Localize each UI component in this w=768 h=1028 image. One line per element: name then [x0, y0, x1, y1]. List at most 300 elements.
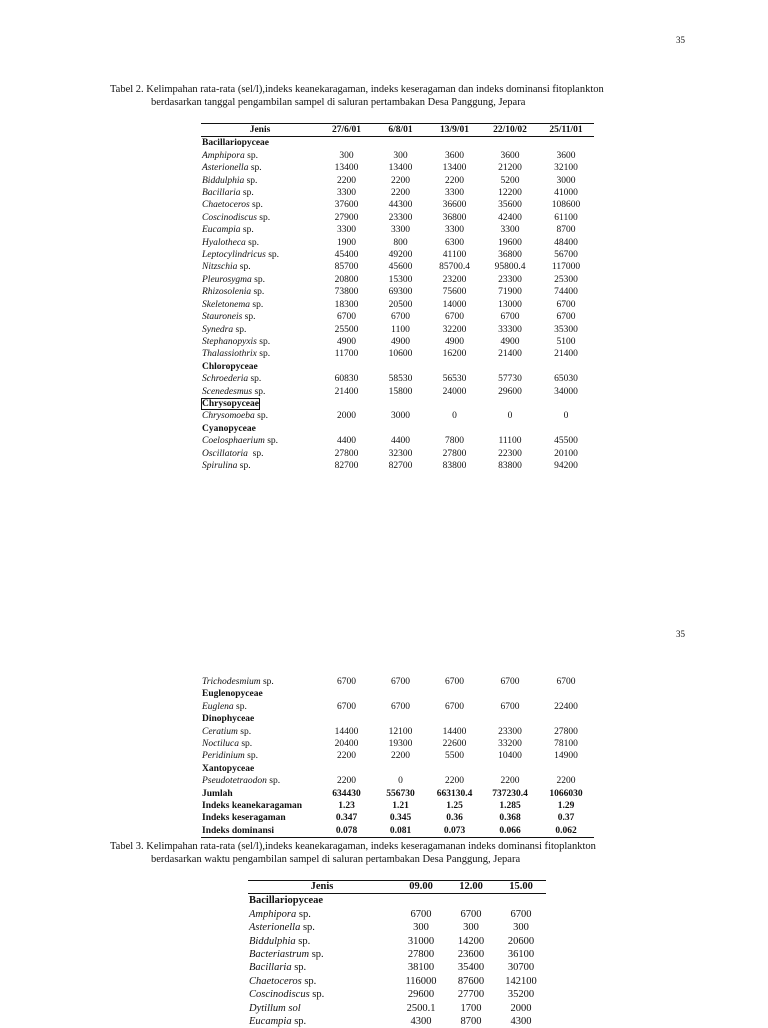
- species-name-cell: [201, 701, 319, 713]
- species-suffix: sp.: [239, 262, 251, 273]
- species-name-cell: [201, 448, 319, 460]
- genus-name: Chaetoceros: [202, 200, 250, 211]
- genus-name: Chrysomoeba: [202, 411, 255, 422]
- group-row: [201, 688, 594, 700]
- genus-name: Scenedesmus: [202, 386, 253, 397]
- species-suffix: sp.: [252, 299, 264, 310]
- species-row: [201, 187, 594, 199]
- value-cell: 0.347: [335, 813, 358, 824]
- value-cell: 4900: [500, 336, 520, 347]
- value-cell: 21400: [498, 349, 522, 360]
- species-suffix: sp.: [254, 386, 266, 397]
- species-suffix: sp.: [294, 962, 307, 974]
- value-cell: 300: [393, 150, 408, 161]
- value-cell: 6700: [391, 677, 410, 687]
- species-suffix: sp.: [235, 324, 247, 335]
- value-cell: 13000: [498, 299, 522, 310]
- genus-name: Eucampia: [249, 1016, 292, 1028]
- species-name-cell: [201, 286, 319, 298]
- value-cell: 4400: [337, 436, 356, 447]
- group-row: [201, 423, 594, 435]
- value-cell: 31000: [407, 935, 435, 947]
- value-cell: 2200: [391, 751, 410, 762]
- value-cell: 6700: [391, 701, 410, 712]
- table2-header-col: 13/9/01: [427, 124, 482, 137]
- value-cell: 1.25: [446, 801, 463, 812]
- group-cell: [248, 894, 546, 908]
- genus-name: Bacteriastrum: [249, 949, 310, 961]
- value-cell: 0.078: [335, 825, 358, 836]
- value-cell: 58530: [388, 374, 413, 385]
- genus-name: Trichodesmium: [202, 677, 261, 687]
- value-cell: 3000: [556, 175, 576, 186]
- species-suffix: sp.: [247, 751, 258, 762]
- species-suffix: sp.: [250, 374, 262, 385]
- value-cell: 78100: [554, 739, 578, 750]
- species-name-cell: [201, 162, 319, 174]
- species-row: [201, 162, 594, 174]
- species-suffix: sp.: [248, 237, 259, 248]
- species-row: [201, 311, 594, 323]
- value-cell: 14400: [442, 726, 467, 737]
- value-cell: 83800: [498, 460, 522, 471]
- value-cell: 22400: [554, 701, 578, 712]
- group-cell: [201, 361, 594, 373]
- genus-name: Eucampia: [202, 225, 241, 236]
- summary-row: [201, 788, 594, 800]
- value-cell: 19600: [498, 237, 522, 248]
- value-cell: 75600: [442, 287, 467, 298]
- species-name-cell: [201, 311, 319, 323]
- species-row: [201, 286, 594, 298]
- species-name-cell: [201, 187, 319, 199]
- value-cell: 6700: [337, 701, 356, 712]
- species-row: [248, 935, 546, 948]
- value-cell: 300: [513, 922, 529, 934]
- species-name-cell: [248, 975, 396, 988]
- value-cell: 1700: [460, 1002, 482, 1014]
- value-cell: 36800: [498, 250, 522, 261]
- species-row: [201, 324, 594, 336]
- table3-header-row: [248, 881, 546, 894]
- table3-header-jenis: Jenis: [248, 881, 396, 894]
- value-cell: 27800: [554, 726, 578, 737]
- value-cell: 16200: [442, 349, 467, 360]
- table2-caption-line1: Tabel 2. Kelimpahan rata-rata (sel/l),indeks keanekaragaman, indeks keseragaman dan indeks dominansi fitoplankton: [110, 84, 604, 95]
- value-cell: 10600: [388, 349, 413, 360]
- group-cell: [201, 688, 594, 700]
- species-name-cell: [248, 921, 396, 934]
- species-suffix: sp.: [252, 200, 263, 211]
- species-row: [201, 150, 594, 162]
- value-cell: 65030: [554, 374, 578, 385]
- value-cell: 2200: [391, 188, 410, 199]
- value-cell: 57730: [498, 374, 522, 385]
- species-suffix: sp.: [312, 989, 325, 1001]
- value-cell: 94200: [554, 460, 578, 471]
- value-cell: 36800: [442, 212, 467, 223]
- value-cell: 21400: [334, 386, 359, 397]
- species-suffix: sp.: [304, 975, 317, 987]
- value-cell: 85700: [334, 262, 359, 273]
- value-cell: 116000: [405, 975, 437, 987]
- species-name-cell: [201, 738, 319, 750]
- species-row: [201, 224, 594, 236]
- value-cell: 2200: [391, 175, 410, 186]
- value-cell: 24000: [442, 386, 467, 397]
- value-cell: 6300: [445, 237, 464, 248]
- species-row: [201, 726, 594, 738]
- value-cell: 33200: [498, 739, 522, 750]
- species-suffix: sp.: [298, 908, 311, 920]
- value-cell: 45400: [334, 250, 359, 261]
- value-cell: 3300: [337, 188, 356, 199]
- table3-header-col: 15.00: [496, 881, 546, 894]
- group-name: Bacillariopyceae: [249, 895, 324, 907]
- table2-header-col: 6/8/01: [374, 124, 427, 137]
- value-cell: 2200: [337, 776, 356, 787]
- value-cell: 0.345: [389, 813, 412, 824]
- value-cell: 22600: [442, 739, 467, 750]
- value-cell: 6700: [500, 677, 520, 687]
- species-row: [201, 299, 594, 311]
- group-cell: [201, 423, 594, 435]
- species-suffix: sp.: [302, 922, 315, 934]
- value-cell: 6700: [460, 908, 482, 920]
- value-cell: 3300: [500, 225, 520, 236]
- value-cell: 0.36: [446, 813, 463, 824]
- value-cell: 83800: [442, 460, 467, 471]
- genus-name: Euglena: [202, 701, 234, 712]
- value-cell: 0.066: [499, 825, 521, 836]
- species-suffix: sp.: [242, 225, 254, 236]
- species-suffix: sp.: [259, 212, 271, 223]
- species-name-cell: [201, 825, 319, 838]
- genus-name: Pleurosygma: [202, 274, 252, 285]
- species-row: [201, 261, 594, 273]
- value-cell: 7800: [445, 436, 464, 447]
- value-cell: 3300: [445, 225, 464, 236]
- value-cell: 0: [507, 411, 513, 422]
- value-cell: 1.23: [338, 801, 355, 812]
- summary-label: Indeks keanekaragaman: [202, 801, 303, 812]
- value-cell: 36600: [442, 200, 467, 211]
- species-name-cell: [201, 237, 319, 249]
- species-name-cell: [201, 224, 319, 236]
- species-row: [201, 448, 594, 460]
- value-cell: 300: [463, 922, 479, 934]
- value-cell: 1.29: [557, 801, 575, 812]
- table3-body: [248, 894, 546, 1028]
- value-cell: 4400: [391, 436, 410, 447]
- species-suffix: sp.: [268, 250, 280, 261]
- species-suffix: sp.: [240, 726, 252, 737]
- genus-name: Amphipora: [249, 908, 297, 920]
- value-cell: 3600: [445, 150, 464, 161]
- value-cell: 4900: [391, 336, 410, 347]
- value-cell: 11700: [334, 349, 359, 360]
- genus-name: Coscinodiscus: [249, 989, 310, 1001]
- species-row: [248, 1015, 546, 1028]
- value-cell: 85700.4: [439, 262, 470, 273]
- species-name-cell: [248, 948, 396, 961]
- value-cell: 13400: [334, 163, 359, 174]
- group-row: [201, 398, 594, 410]
- value-cell: 4300: [510, 1016, 532, 1028]
- value-cell: 3300: [337, 225, 356, 236]
- value-cell: 45500: [554, 436, 578, 447]
- value-cell: 2000: [510, 1002, 532, 1014]
- value-cell: 6700: [337, 312, 356, 323]
- value-cell: 0.081: [389, 825, 412, 836]
- value-cell: 35200: [507, 989, 535, 1001]
- value-cell: 41100: [442, 250, 467, 261]
- table2-header-row: [201, 124, 594, 137]
- species-row: [248, 975, 546, 988]
- species-name-cell: [201, 750, 319, 762]
- value-cell: 35400: [457, 962, 485, 974]
- value-cell: 4300: [410, 1016, 432, 1028]
- group-name: Xantopyceae: [202, 763, 255, 774]
- value-cell: 60830: [334, 374, 359, 385]
- value-cell: 2200: [500, 776, 520, 787]
- value-cell: 0.073: [443, 825, 466, 836]
- species-name-cell: [201, 373, 319, 385]
- value-cell: 95800.4: [494, 262, 526, 273]
- species-suffix: sp.: [254, 274, 265, 285]
- value-cell: 300: [413, 922, 429, 934]
- value-cell: 2500.1: [406, 1002, 436, 1014]
- value-cell: 23300: [388, 212, 413, 223]
- value-cell: 32300: [388, 448, 413, 459]
- page-number: 35: [676, 629, 685, 639]
- species-row: [201, 373, 594, 385]
- genus-name: Coscinodiscus: [202, 212, 257, 223]
- species-name-cell: [248, 961, 396, 974]
- species-row: [201, 750, 594, 762]
- value-cell: 21200: [498, 163, 522, 174]
- species-row: [201, 274, 594, 286]
- value-cell: 6700: [556, 299, 576, 310]
- value-cell: 14400: [334, 726, 359, 737]
- value-cell: 0: [563, 411, 569, 422]
- genus-name: Chaetoceros: [249, 975, 302, 987]
- species-suffix: sp.: [241, 739, 253, 750]
- value-cell: 0: [452, 411, 457, 422]
- value-cell: 1.285: [499, 801, 521, 812]
- species-suffix: sp.: [259, 349, 271, 360]
- species-name-cell: [201, 676, 319, 688]
- species-row: [248, 921, 546, 934]
- genus-name: Oscillatoria: [202, 448, 248, 459]
- value-cell: 30700: [507, 962, 535, 974]
- group-name: Chloropyceae: [202, 361, 258, 372]
- species-row: [201, 435, 594, 447]
- table2-continued: [201, 676, 594, 838]
- value-cell: 20800: [334, 274, 359, 285]
- value-cell: 3300: [391, 225, 410, 236]
- table2-header-col: 27/6/01: [319, 124, 374, 137]
- species-row: [201, 410, 594, 422]
- value-cell: 6700: [445, 312, 464, 323]
- summary-row: [201, 812, 594, 824]
- value-cell: 20600: [507, 935, 535, 947]
- species-suffix: sp.: [267, 436, 279, 447]
- value-cell: 6700: [556, 677, 576, 687]
- value-cell: 4900: [445, 336, 464, 347]
- value-cell: 34000: [554, 386, 578, 397]
- summary-row: [201, 825, 594, 838]
- species-name-cell: [201, 261, 319, 273]
- genus-name: Stephanopyxis: [202, 336, 257, 347]
- value-cell: 15800: [388, 386, 413, 397]
- summary-label: Indeks dominansi: [202, 825, 275, 836]
- species-suffix: sp.: [311, 949, 324, 961]
- value-cell: 18300: [334, 299, 359, 310]
- value-cell: 44300: [388, 200, 413, 211]
- species-name-cell: [201, 435, 319, 447]
- value-cell: 27800: [407, 949, 435, 961]
- page-number: 35: [676, 35, 685, 45]
- value-cell: 142100: [505, 975, 537, 987]
- summary-label: Indeks keseragaman: [202, 813, 286, 824]
- species-suffix: sp.: [239, 460, 251, 471]
- value-cell: 0.37: [557, 813, 575, 824]
- value-cell: 32100: [554, 163, 578, 174]
- value-cell: 27800: [334, 448, 359, 459]
- value-cell: 29600: [498, 386, 522, 397]
- species-suffix: sp.: [250, 448, 264, 459]
- table2-continued-body: [201, 676, 594, 838]
- value-cell: 23200: [442, 274, 467, 285]
- species-suffix: sp.: [298, 935, 311, 947]
- genus-name: Stauroneis: [202, 312, 243, 323]
- species-name-cell: [201, 324, 319, 336]
- species-row: [201, 212, 594, 224]
- genus-name: Rhizosolenia: [202, 287, 252, 298]
- species-name-cell: [201, 775, 319, 787]
- group-cell: [201, 398, 594, 410]
- species-row: [248, 988, 546, 1001]
- genus-name: Noctiluca: [202, 739, 239, 750]
- genus-name: Skeletonema: [202, 299, 251, 310]
- value-cell: 1.21: [392, 801, 409, 812]
- value-cell: 6700: [410, 908, 432, 920]
- genus-name: Spirulina: [202, 460, 238, 471]
- species-row: [248, 908, 546, 921]
- value-cell: 3600: [500, 150, 520, 161]
- table3-caption: [110, 840, 670, 866]
- genus-name: Asterionella: [249, 922, 301, 934]
- value-cell: 11100: [498, 436, 522, 447]
- table2-header-col: 25/11/01: [538, 124, 594, 137]
- species-name-cell: [201, 175, 319, 187]
- value-cell: 25500: [334, 324, 359, 335]
- species-row: [201, 386, 594, 398]
- group-cell: [201, 713, 594, 725]
- group-name: Bacillariopyceae: [202, 138, 270, 149]
- species-row: [201, 175, 594, 187]
- value-cell: 6700: [337, 677, 356, 687]
- value-cell: 634430: [332, 788, 361, 799]
- genus-name: Leptocylindricus: [202, 250, 266, 261]
- value-cell: 82700: [388, 460, 413, 471]
- value-cell: 3000: [391, 411, 410, 422]
- species-suffix: sp.: [262, 677, 274, 687]
- value-cell: 27700: [457, 989, 485, 1001]
- table2-caption: [110, 83, 670, 109]
- value-cell: 23300: [498, 726, 522, 737]
- value-cell: 8700: [556, 225, 576, 236]
- value-cell: 71900: [498, 287, 522, 298]
- species-name-cell: [201, 726, 319, 738]
- value-cell: 38100: [407, 962, 435, 974]
- value-cell: 13400: [388, 163, 413, 174]
- table2-header-col: 22/10/02: [482, 124, 538, 137]
- value-cell: 33300: [498, 324, 522, 335]
- group-name: Cyanopyceae: [202, 423, 256, 434]
- species-suffix: sp.: [236, 701, 247, 712]
- value-cell: 49200: [388, 250, 413, 261]
- species-row: [201, 249, 594, 261]
- value-cell: 2200: [445, 776, 464, 787]
- species-suffix: sp.: [247, 150, 258, 161]
- summary-row: [201, 800, 594, 812]
- value-cell: 29600: [407, 989, 435, 1001]
- value-cell: 663130.4: [436, 788, 473, 799]
- group-row: [201, 137, 594, 150]
- value-cell: 35600: [498, 200, 522, 211]
- genus-name: Schroederia: [202, 374, 249, 385]
- species-row: [201, 199, 594, 211]
- value-cell: 73800: [334, 287, 359, 298]
- species-row: [201, 701, 594, 713]
- species-suffix: sp.: [269, 776, 281, 787]
- value-cell: 1066030: [549, 788, 583, 799]
- value-cell: 27900: [334, 212, 359, 223]
- species-name-cell: [201, 249, 319, 261]
- value-cell: 20500: [388, 299, 413, 310]
- value-cell: 2200: [556, 776, 576, 787]
- summary-label: Jumlah: [202, 788, 233, 799]
- species-row: [201, 348, 594, 360]
- value-cell: 10400: [498, 751, 522, 762]
- genus-name: Bacillaria: [249, 962, 292, 974]
- value-cell: 20400: [334, 739, 359, 750]
- value-cell: 6700: [556, 312, 576, 323]
- value-cell: 0.368: [499, 813, 521, 824]
- species-name-cell: [201, 386, 319, 398]
- value-cell: 5200: [500, 175, 520, 186]
- value-cell: 48400: [554, 237, 578, 248]
- group-row: [201, 713, 594, 725]
- table3-caption-line2: berdasarkan waktu pengambilan sampel di saluran pertambakan Desa Panggung, Jepara: [151, 854, 521, 865]
- genus-name: Biddulphia: [249, 935, 296, 947]
- value-cell: 56700: [554, 250, 578, 261]
- species-suffix: sp.: [242, 188, 254, 199]
- value-cell: 6700: [500, 312, 520, 323]
- value-cell: 12200: [498, 188, 522, 199]
- value-cell: 23300: [498, 274, 522, 285]
- value-cell: 69300: [388, 287, 413, 298]
- species-name-cell: [248, 1015, 396, 1028]
- species-row: [201, 336, 594, 348]
- value-cell: 14200: [457, 935, 485, 947]
- species-row: [201, 237, 594, 249]
- value-cell: 37600: [334, 200, 359, 211]
- genus-name: Amphipora: [202, 150, 245, 161]
- group-row: [248, 894, 546, 908]
